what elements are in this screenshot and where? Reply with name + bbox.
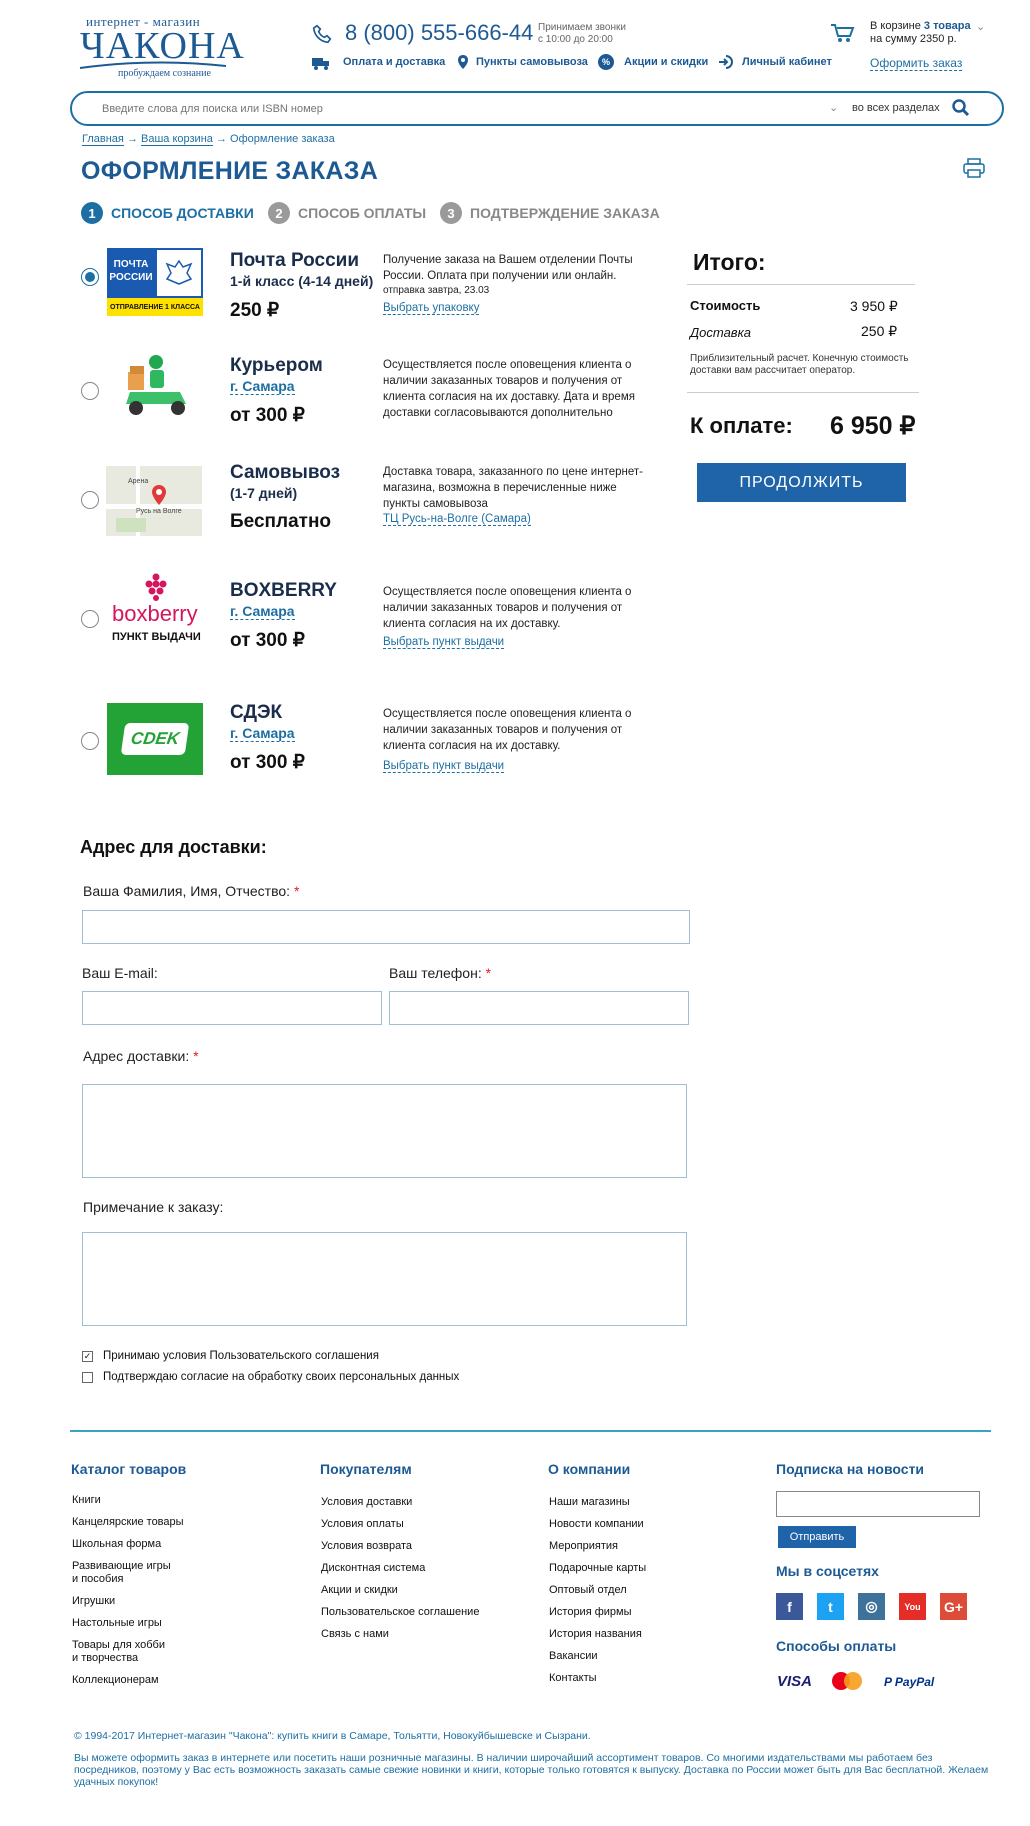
city-select-link[interactable]: г. Самара xyxy=(230,378,295,394)
instagram-icon[interactable]: ◎ xyxy=(858,1593,885,1620)
visa-icon: VISA xyxy=(777,1673,813,1690)
option-description: Получение заказа на Вашем отделении Почты России. Оплата при получении или онлайн. xyxy=(383,254,633,282)
chevron-down-icon[interactable]: ⌄ xyxy=(829,102,839,114)
pickup-map: Арена Русь на Волге xyxy=(106,466,202,536)
footer-link[interactable]: Игрушки xyxy=(72,1595,116,1607)
twitter-icon[interactable]: t xyxy=(817,1593,844,1620)
option-subtitle: (1-7 дней) xyxy=(230,485,298,501)
footer-link[interactable]: Канцелярские товары xyxy=(72,1516,184,1528)
breadcrumb-cart[interactable]: Ваша корзина xyxy=(141,133,213,145)
order-note-textarea[interactable] xyxy=(82,1232,687,1326)
copyright: © 1994-2017 Интернет-магазин "Чакона": купить книги в Самаре, Тольятти, Новокуйбышевске и Сызрани. xyxy=(74,1730,591,1742)
footer-link[interactable]: Связь с нами xyxy=(321,1628,389,1640)
estimate-note: Приблизительный расчет. Конечную стоимость доставки вам рассчитает оператор. xyxy=(690,353,909,376)
divider xyxy=(687,284,915,285)
footer-link[interactable]: Наши магазины xyxy=(549,1496,630,1508)
full-name-field[interactable] xyxy=(82,910,690,944)
footer-link[interactable]: Школьная форма xyxy=(72,1538,162,1550)
eagle-icon xyxy=(155,248,203,298)
footer-link[interactable]: Мероприятия xyxy=(549,1540,618,1552)
phone-label: Ваш телефон: * xyxy=(389,965,492,981)
breadcrumb xyxy=(82,133,335,145)
total-label: К оплате: xyxy=(690,413,793,438)
cost-value: 3 950 ₽ xyxy=(850,298,898,314)
facebook-icon[interactable]: f xyxy=(776,1593,803,1620)
page-title: ОФОРМЛЕНИЕ ЗАКАЗА xyxy=(81,157,379,185)
mastercard-icon xyxy=(832,1672,862,1690)
map-pin-icon xyxy=(151,484,167,506)
breadcrumb-current: Оформление заказа xyxy=(230,133,335,145)
personal-data-label: Подтверждаю согласие на обработку своих персональных данных xyxy=(103,1371,460,1383)
option-description: Осуществляется после оповещения клиента о наличии заказанных товаров и получения от клиента согласия на их доставку. xyxy=(383,708,632,752)
footer-link[interactable]: Контакты xyxy=(549,1672,597,1684)
divider xyxy=(687,392,919,393)
choose-packaging-link[interactable]: Выбрать упаковку xyxy=(383,302,480,314)
logo-slogan: пробуждаем сознание xyxy=(118,68,211,79)
pochta-logo: ПОЧТА РОССИИ ОТПРАВЛЕНИЕ 1 КЛАССА xyxy=(107,248,203,316)
nav-account[interactable]: Личный кабинет xyxy=(742,56,832,68)
subscribe-button[interactable]: Отправить xyxy=(778,1526,856,1548)
login-icon xyxy=(718,55,734,69)
cart-icon[interactable] xyxy=(830,22,856,44)
footer-link[interactable]: Коллекционерам xyxy=(72,1674,159,1686)
delivery-radio-boxberry[interactable] xyxy=(81,610,99,628)
footer-link[interactable]: История фирмы xyxy=(549,1606,632,1618)
footer-link[interactable]: Развивающие игры и пособия xyxy=(72,1560,171,1585)
option-price: от 300 ₽ xyxy=(230,405,305,426)
option-ship-date: отправка завтра, 23.03 xyxy=(383,285,490,296)
footer-link[interactable]: История названия xyxy=(549,1628,642,1640)
checkout-link[interactable]: Оформить заказ xyxy=(870,56,963,70)
footer-link[interactable]: Подарочные карты xyxy=(549,1562,647,1574)
summary-title: Итого: xyxy=(693,249,766,275)
footer-link[interactable]: Вакансии xyxy=(549,1650,598,1662)
nav-payment-delivery[interactable]: Оплата и доставка xyxy=(343,56,446,68)
delivery-radio-cdek[interactable] xyxy=(81,732,99,750)
delivery-radio-courier[interactable] xyxy=(81,382,99,400)
cdek-logo: CDEK xyxy=(107,703,203,775)
footer-link[interactable]: Дисконтная система xyxy=(321,1562,426,1574)
youtube-icon[interactable]: You xyxy=(899,1593,926,1620)
footer-link[interactable]: Настольные игры xyxy=(72,1617,162,1629)
step-confirmation[interactable]: 3 ПОДТВЕРЖДЕНИЕ ЗАКАЗА xyxy=(440,202,660,224)
delivery-radio-pochta[interactable] xyxy=(81,268,99,286)
continue-button[interactable]: ПРОДОЛЖИТЬ xyxy=(697,463,906,502)
total-value: 6 950 ₽ xyxy=(830,412,916,440)
arrow-right-icon: → xyxy=(126,133,141,145)
delivery-label: Доставка xyxy=(690,325,751,340)
breadcrumb-home[interactable]: Главная xyxy=(82,133,124,145)
nav-promotions[interactable]: Акции и скидки xyxy=(624,56,709,68)
address-textarea[interactable] xyxy=(82,1084,687,1178)
footer-link[interactable]: Книги xyxy=(72,1494,101,1506)
option-price: от 300 ₽ xyxy=(230,630,305,651)
percent-icon: % xyxy=(598,54,614,70)
paypal-icon: P PayPal xyxy=(884,1675,935,1689)
city-select-link[interactable]: г. Самара xyxy=(230,725,295,741)
option-description: Осуществляется после оповещения клиента о наличии заказанных товаров и получения от клиента согласия на их доставку. xyxy=(383,586,632,630)
location-pin-icon xyxy=(457,54,469,70)
subscribe-email-input[interactable] xyxy=(776,1491,980,1517)
subscribe-title: Подписка на новости xyxy=(776,1461,925,1477)
footer-link[interactable]: Условия доставки xyxy=(321,1496,413,1508)
choose-point-link[interactable]: Выбрать пункт выдачи xyxy=(383,636,505,648)
address-heading: Адрес для доставки: xyxy=(80,837,267,857)
pickup-point-link[interactable]: ТЦ Русь-на-Волге (Самара) xyxy=(383,513,531,525)
option-price: Бесплатно xyxy=(230,511,332,532)
delivery-value: 250 ₽ xyxy=(861,323,898,339)
option-description: Доставка товара, заказанного по цене интернет-магазина, возможна в перечисленные ниже пункты самовывоза xyxy=(383,466,643,510)
footer-divider xyxy=(70,1430,991,1432)
option-title: Самовывоз xyxy=(230,462,341,483)
nav-pickup-points[interactable]: Пункты самовывоза xyxy=(476,56,588,68)
option-title: BOXBERRY xyxy=(230,580,337,601)
option-description: Осуществляется после оповещения клиента о наличии заказанных товаров и получения от клиента согласия на их доставку. Дата и время доставки согласовываются дополнительно xyxy=(383,359,635,419)
personal-data-checkbox[interactable] xyxy=(82,1372,93,1383)
city-select-link[interactable]: г. Самара xyxy=(230,603,295,619)
phone-field[interactable] xyxy=(389,991,689,1025)
search-bar xyxy=(70,91,1004,126)
option-price: 250 ₽ xyxy=(230,300,280,321)
logo[interactable]: ЧАКОНА xyxy=(80,25,245,67)
order-note-label: Примечание к заказу: xyxy=(83,1199,224,1215)
social-links xyxy=(776,1593,967,1620)
arrow-right-icon: → xyxy=(215,133,231,145)
footer-link[interactable]: Пользовательское соглашение xyxy=(321,1606,480,1618)
print-icon[interactable] xyxy=(963,158,985,178)
cost-label: Стоимость xyxy=(690,298,761,313)
social-title: Мы в соцсетях xyxy=(776,1563,879,1579)
phone-number[interactable]: 8 (800) 555-666-44 xyxy=(345,20,534,45)
terms-label: Принимаю условия Пользовательского соглашения xyxy=(103,1350,379,1362)
option-title: Почта России xyxy=(230,250,360,271)
footer-buyers-title: Покупателям xyxy=(320,1461,412,1477)
option-price: от 300 ₽ xyxy=(230,752,305,773)
email-field[interactable] xyxy=(82,991,382,1025)
footer-link[interactable]: Новости компании xyxy=(549,1518,644,1530)
truck-icon xyxy=(311,56,331,70)
option-title: СДЭК xyxy=(230,702,283,723)
footer-about-text: Вы можете оформить заказ в интернете или посетить наши розничные магазины. В наличии широчайший ассортимент товаров. Со многими издательствами мы работаем без посредников, поэтому у Вас есть возможность заказать самые свежие новинки и книги, которые только готовятся к выпуску. Доставка по России может быть для Вас бесплатной. Желаем удачных покупок! xyxy=(74,1752,989,1788)
terms-checkbox[interactable]: ✓ xyxy=(83,1351,92,1361)
phone-icon xyxy=(312,24,332,44)
berry-icon xyxy=(142,573,170,601)
footer-about-title: О компании xyxy=(548,1461,631,1477)
courier-scooter-icon xyxy=(120,352,195,422)
email-label: Ваш E-mail: xyxy=(82,965,158,981)
googleplus-icon[interactable]: G+ xyxy=(940,1593,967,1620)
call-hours: Принимаем звонки с 10:00 до 20:00 xyxy=(538,22,626,45)
payment-methods-title: Способы оплаты xyxy=(776,1638,897,1654)
cart-summary[interactable]: В корзине 3 товара на сумму 2350 р. xyxy=(870,20,971,45)
footer-link[interactable]: Условия возврата xyxy=(321,1540,413,1552)
footer-link[interactable]: Акции и скидки xyxy=(321,1584,398,1596)
footer-link[interactable]: Условия оплаты xyxy=(321,1518,404,1530)
search-scope-select[interactable]: во всех разделах xyxy=(852,102,940,114)
option-title: Курьером xyxy=(230,355,323,376)
chevron-down-icon[interactable]: ⌄ xyxy=(976,21,986,33)
option-subtitle: 1-й класс (4-14 дней) xyxy=(230,273,374,289)
name-label: Ваша Фамилия, Имя, Отчество: * xyxy=(83,883,300,899)
footer-link[interactable]: Товары для хобби и творчества xyxy=(72,1639,165,1664)
logo-tagline: интернет - магазин xyxy=(86,14,201,29)
boxberry-logo: boxberry ПУНКТ ВЫДАЧИ xyxy=(106,573,206,648)
search-icon[interactable] xyxy=(952,99,970,117)
search-input[interactable] xyxy=(102,100,802,118)
step-delivery[interactable]: 1 СПОСОБ ДОСТАВКИ xyxy=(81,202,254,224)
choose-point-link[interactable]: Выбрать пункт выдачи xyxy=(383,760,505,772)
footer-catalog-title: Каталог товаров xyxy=(71,1461,187,1477)
address-label: Адрес доставки: * xyxy=(83,1048,199,1064)
delivery-radio-pickup[interactable] xyxy=(81,491,99,509)
footer-link[interactable]: Оптовый отдел xyxy=(549,1584,627,1596)
step-payment[interactable]: 2 СПОСОБ ОПЛАТЫ xyxy=(268,202,426,224)
